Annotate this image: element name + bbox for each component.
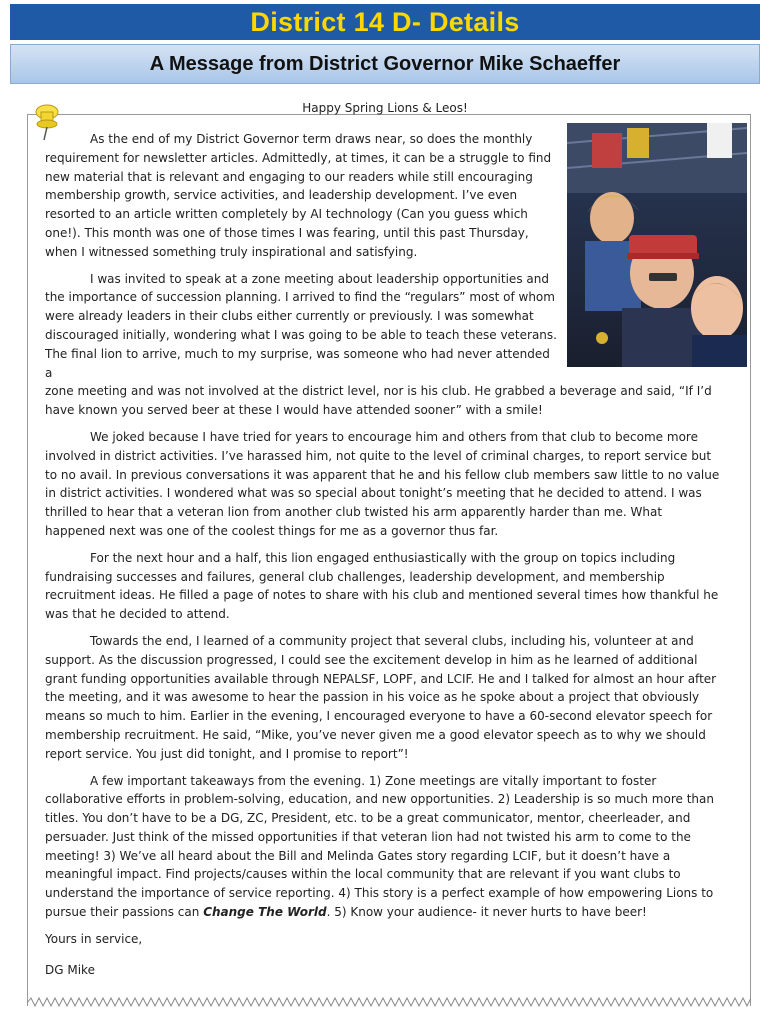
page-title: District 14 D- Details: [250, 7, 520, 37]
wavy-border: [27, 996, 751, 1010]
page-subtitle: A Message from District Governor Mike Schaeffer: [149, 53, 621, 75]
paragraph-5: Towards the end, I learned of a community project that several clubs, including his, volunteer at and support. As the discussion progressed, I could see the excitement develop in him as he learned of additional grant funding opportunities available through NEPALSF, LOPF, and LCIF. He and I talked for almost an hour after the meeting, and it was awesome to hear the passion in his voice as he spoke about a project that obviously means so much to him. Earlier in the evening, I encouraged everyone to have a 60-second elevator speech for membership recruitment. He said, “Mike, you’ve never given me a good elevator speech as to why we should report service. You just did tonight, and I promise to report”!: [45, 633, 717, 761]
emphasis-change-the-world: Change The World: [203, 905, 327, 920]
paragraph-1: As the end of my District Governor term draws near, so does the monthly requirement for newsletter articles. Admittedly, at times, it can be a struggle to find new material that is relevant and engaging to our readers while still encouraging membership growth, service activities, and leadership development. I’ve even resorted to an article written completely by AI technology (Can you guess which one!). This month was one of those times I was fearing, until this past Thursday, when I witnessed something truly inspirational and satisfying.: [45, 132, 552, 259]
greeting: Happy Spring Lions & Leos!: [302, 101, 468, 115]
signature: DG Mike: [45, 962, 95, 977]
paragraph-6: [45, 772, 725, 922]
paragraph-6-text: A few important takeaways from the evening. 1) Zone meetings are vitally important to foster collaborative efforts in problem-solving, education, and new opportunities. 2) Leadership is so much more than titles. You don’t have to be a DG, ZC, President, etc. to be a great communicator, mentor, cheerleader, and persuader. Just think of the missed opportunities if that veteran lion had not twisted his arm to come to the meeting! 3) We’ve all heard about the Bill and Melinda Gates story regarding LCIF, but it doesn’t have a meaningful impact. Find projects/causes within the local community that are relevant if you want clubs to understand the importance of service reporting. 4) This story is a perfect example of how empowering Lions to pursue their passions can: [45, 773, 714, 920]
title-banner: [10, 4, 760, 40]
subtitle-banner: [10, 44, 760, 84]
closing: Yours in service,: [45, 931, 143, 946]
paragraph-6-end: . 5) Know your audience- it never hurts to have beer!: [326, 905, 647, 920]
paragraph-4: For the next hour and a half, this lion engaged enthusiastically with the group on topics including fundraising successes and failures, general club challenges, leadership development, and membership recruitment ideas. He filled a page of notes to share with his club and mentioned several times how thankful he was that he decided to attend.: [45, 550, 719, 622]
letter-body: [45, 130, 725, 987]
paragraph-2a: I was invited to speak at a zone meeting about leadership opportunities and the importance of succession planning. I arrived to find the “regulars” most of whom were already leaders in their clubs either currently or previously. I was somewhat discouraged initially, wondering what I was going to be able to teach these veterans. The final lion to arrive, much to my surprise, was someone who had never attended a: [45, 271, 557, 380]
paragraph-3: We joked because I have tried for years to encourage him and others from that club to become more involved in district activities. I’ve harassed him, not quite to the level of criminal charges, to report service but to no avail. In previous conversations it was apparent that he and his fellow club members saw little to no value in district activities. I wondered what was so special about tonight’s meeting that he decided to attend. I was thrilled to hear that a veteran lion from another club twisted his arm apparently harder than me. What happened next was one of the coolest things for me as a governor thus far.: [45, 429, 720, 538]
paragraph-2b: zone meeting and was not involved at the district level, nor is his club. He grabbed a beverage and said, “If I’d have known you served beer at these I would have attended sooner” with a smile!: [45, 384, 712, 418]
